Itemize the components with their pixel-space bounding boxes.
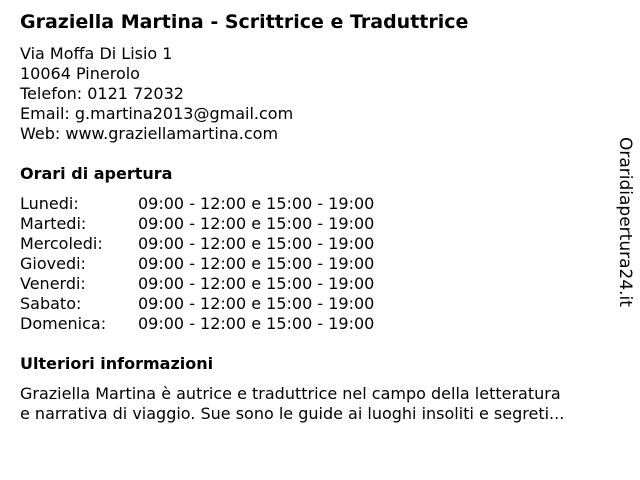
city: 10064 Pinerolo: [20, 64, 140, 83]
day-label: Martedi:: [20, 214, 87, 233]
street-address: Via Moffa Di Lisio 1: [20, 44, 173, 63]
day-label: Domenica:: [20, 314, 107, 333]
day-label: Venerdi:: [20, 274, 86, 293]
day-label: Lunedi:: [20, 194, 79, 213]
description-line: Graziella Martina è autrice e traduttrice nel campo della letteratura: [20, 384, 561, 403]
address-block: [20, 44, 293, 144]
time-range: 09:00 - 12:00 e 15:00 - 19:00: [138, 294, 375, 313]
day-label: Giovedi:: [20, 254, 86, 273]
email-address: Email: g.martina2013@gmail.com: [20, 104, 294, 123]
description: [20, 384, 620, 424]
day-label: Sabato:: [20, 294, 82, 313]
time-range: 09:00 - 12:00 e 15:00 - 19:00: [138, 234, 375, 253]
business-title: Graziella Martina - Scrittrice e Traduttrice: [20, 11, 469, 33]
time-range: 09:00 - 12:00 e 15:00 - 19:00: [138, 314, 375, 333]
time-range: 09:00 - 12:00 e 15:00 - 19:00: [138, 274, 375, 293]
time-range: 09:00 - 12:00 e 15:00 - 19:00: [138, 254, 375, 273]
brand-text: Oraridiapertura24.it: [615, 137, 635, 307]
website: Web: www.graziellamartina.com: [20, 124, 279, 143]
description-line: e narrativa di viaggio. Sue sono le guide ai luoghi insoliti e segreti...: [20, 404, 565, 423]
brand-watermark: [612, 137, 636, 307]
day-label: Mercoledi:: [20, 234, 103, 253]
time-range: 09:00 - 12:00 e 15:00 - 19:00: [138, 214, 375, 233]
phone-number: Telefon: 0121 72032: [20, 84, 184, 103]
further-info-heading: Ulteriori informazioni: [20, 354, 214, 373]
time-range: 09:00 - 12:00 e 15:00 - 19:00: [138, 194, 375, 213]
opening-hours-heading: Orari di apertura: [20, 164, 173, 183]
